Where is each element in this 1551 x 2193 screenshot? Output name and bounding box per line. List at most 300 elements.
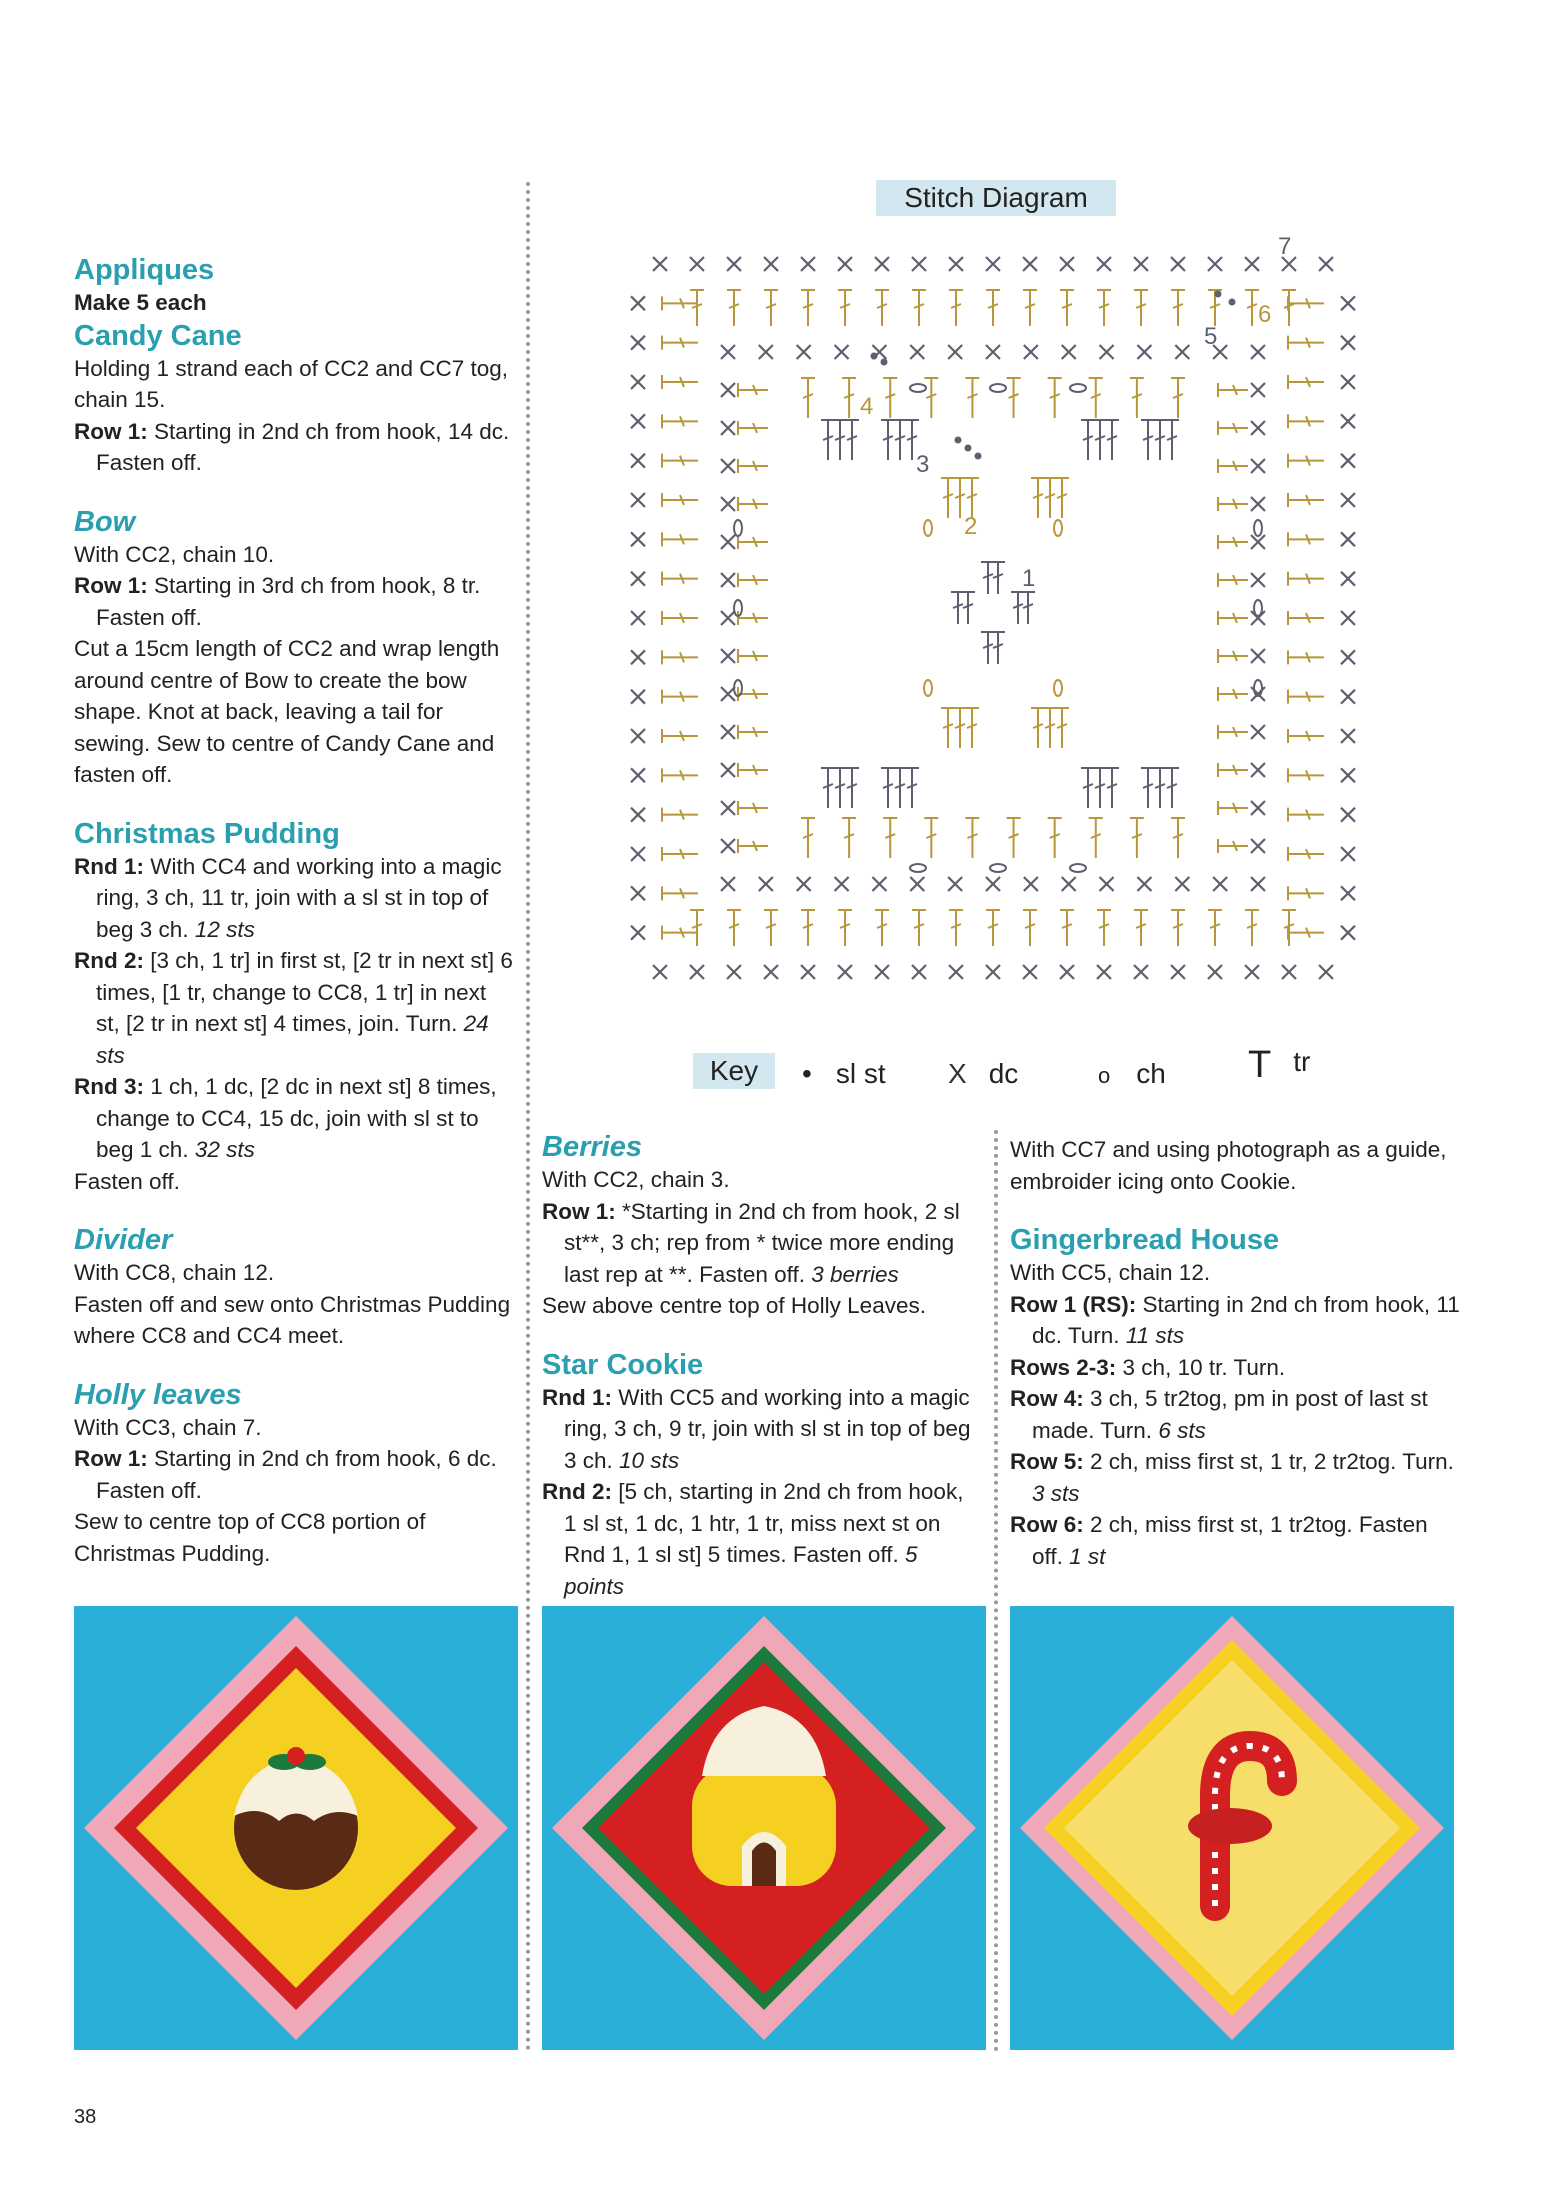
- tr-symbol: [662, 375, 698, 389]
- pudding-rnd3-label: Rnd 3:: [74, 1074, 144, 1099]
- berries-row1-label: Row 1:: [542, 1198, 616, 1224]
- stitch-diagram-symbols: [631, 257, 1355, 979]
- heading-christmas-pudding: Christmas Pudding: [74, 817, 340, 850]
- tr-symbol: [1130, 378, 1144, 418]
- dc-symbol: [1341, 493, 1355, 507]
- gingerbread-row4-label: Row 4:: [1010, 1386, 1084, 1411]
- dc-symbol: [838, 965, 852, 979]
- tr-symbol: [738, 573, 768, 587]
- dc-symbol: [721, 801, 735, 815]
- tr-symbol: [986, 290, 1000, 326]
- dc-symbol: [764, 257, 778, 271]
- dc-symbol: [1341, 296, 1355, 310]
- heading-divider: Divider: [74, 1224, 173, 1256]
- round-number-2: 2: [964, 513, 978, 540]
- dc-symbol: [653, 965, 667, 979]
- dc-symbol: [801, 257, 815, 271]
- tr-symbol: [881, 768, 895, 808]
- pudding-rnd1-count: 12 sts: [194, 916, 255, 942]
- ch-symbol: [924, 680, 932, 696]
- tr-symbol: [1288, 729, 1324, 743]
- tr-symbol: [1171, 290, 1185, 326]
- candy-cane-row1: [74, 416, 514, 479]
- tr-symbol: [941, 708, 955, 748]
- gingerbread-row5-text: 2 ch, miss first st, 1 tr, 2 tr2tog. Turn.: [1090, 1449, 1454, 1474]
- tr-symbol: [1218, 535, 1248, 549]
- tr-symbol: [727, 290, 741, 326]
- gingerbread-row6: [1010, 1509, 1460, 1572]
- dc-symbol: [1251, 839, 1265, 853]
- holly-line1: With CC3, chain 7.: [74, 1414, 262, 1440]
- tr-symbol: [1218, 839, 1248, 853]
- pudding-rnd1: [74, 851, 514, 946]
- ch-symbol: [1054, 680, 1062, 696]
- slst-symbol: [871, 353, 878, 360]
- gingerbread-row6-text: 2 ch, miss first st, 1 tr2tog. Fasten off.: [1032, 1512, 1428, 1569]
- berries-row1: [542, 1196, 982, 1291]
- tr-symbol: [1288, 493, 1324, 507]
- ch-symbol: [924, 520, 932, 536]
- tr-symbol: [1093, 768, 1107, 808]
- key-slst-name: sl st: [835, 1058, 886, 1089]
- tr-symbol: [1007, 378, 1021, 418]
- dc-symbol: [1251, 459, 1265, 473]
- tr-symbol: [738, 763, 768, 777]
- ch-symbol: [990, 384, 1006, 392]
- tr-symbol: [1089, 818, 1103, 858]
- dc-symbol: [1341, 847, 1355, 861]
- round-number-5: 5: [1204, 323, 1218, 350]
- tr-symbol: [838, 290, 852, 326]
- dc-symbol: [721, 687, 735, 701]
- dc-symbol: [631, 729, 645, 743]
- tr-symbol: [738, 649, 768, 663]
- dc-symbol: [631, 768, 645, 782]
- slst-symbol: [1215, 291, 1222, 298]
- key-dc-name: dc: [988, 1058, 1019, 1089]
- ch-symbol: [1070, 864, 1086, 872]
- tr-symbol: [1023, 290, 1037, 326]
- slst-symbol: [955, 437, 962, 444]
- tr-symbol: [690, 290, 704, 326]
- tr-symbol: [1288, 926, 1324, 940]
- tr-symbol: [986, 910, 1000, 946]
- tr-symbol: [845, 420, 859, 460]
- pudding-rnd2-text: [3 ch, 1 tr] in first st, [2 tr in next st] 6 times, [1 tr, change to CC8, 1 tr] in next st, [2 tr in next st] 4 times, join. Turn.: [96, 948, 513, 1036]
- dc-symbol: [631, 808, 645, 822]
- tr-symbol: [662, 454, 698, 468]
- bow-row1: [74, 570, 514, 633]
- tr-symbol: [821, 420, 835, 460]
- tr-symbol: [1089, 378, 1103, 418]
- pudding-rnd3: [74, 1071, 514, 1166]
- ch-symbol: [910, 384, 926, 392]
- dc-symbol: [1024, 345, 1038, 359]
- bow-line1: With CC2, chain 10.: [74, 541, 275, 567]
- tr-symbol: [941, 478, 955, 518]
- dc-symbol: [1341, 454, 1355, 468]
- tr-symbol: [833, 420, 847, 460]
- dc-symbol: [875, 965, 889, 979]
- dc-symbol: [835, 345, 849, 359]
- berries-row1-text: *Starting in 2nd ch from hook, 2 sl st**, 3 ch; rep from * twice more ending last rep at **. Fasten off.: [564, 1198, 960, 1287]
- tr-symbol: [1153, 768, 1167, 808]
- star-rnd1-count: 10 sts: [619, 1447, 680, 1473]
- tr-symbol: [1245, 290, 1259, 326]
- tr-symbol: [1218, 611, 1248, 625]
- dc-symbol: [1062, 345, 1076, 359]
- dc-symbol: [1100, 877, 1114, 891]
- bow-row1-label: Row 1:: [74, 573, 148, 598]
- dc-symbol: [631, 375, 645, 389]
- dc-symbol: [1251, 383, 1265, 397]
- dc-symbol: [912, 965, 926, 979]
- tr-symbol: [801, 910, 815, 946]
- tr-symbol: [1218, 573, 1248, 587]
- dc-symbol: [1341, 650, 1355, 664]
- dc-symbol: [1251, 421, 1265, 435]
- tr-symbol: [1134, 290, 1148, 326]
- dc-symbol: [690, 965, 704, 979]
- gingerbread-row1-text: Starting in 2nd ch from hook, 11 dc. Turn.: [1032, 1291, 1460, 1348]
- dc-symbol: [1171, 257, 1185, 271]
- dc-symbol: [1171, 965, 1185, 979]
- star-rnd1-label: Rnd 1:: [542, 1384, 612, 1410]
- tr-symbol: [1055, 708, 1069, 748]
- dc-symbol: [1341, 926, 1355, 940]
- dc-symbol: [631, 690, 645, 704]
- column-separator-left: [526, 182, 530, 2052]
- dc-symbol: [1319, 257, 1333, 271]
- tr-symbol: [842, 818, 856, 858]
- tr-symbol: [690, 910, 704, 946]
- star-rnd1: [542, 1382, 982, 1477]
- tr-symbol: [662, 572, 698, 586]
- gingerbread-row5: [1010, 1446, 1460, 1509]
- dc-symbol: [759, 345, 773, 359]
- dc-symbol: [631, 336, 645, 350]
- star-rnd1-text: With CC5 and working into a magic ring, 3 ch, 9 tr, join with sl st in top of beg 3 ch.: [564, 1384, 971, 1473]
- dc-symbol: [875, 257, 889, 271]
- ch-symbol: [1254, 520, 1262, 536]
- dc-symbol: [721, 763, 735, 777]
- dc-symbol: [631, 650, 645, 664]
- tr-symbol: [1288, 650, 1324, 664]
- dc-symbol: [797, 877, 811, 891]
- tr-symbol: [981, 632, 995, 664]
- dc-symbol: [721, 497, 735, 511]
- dc-symbol: [631, 886, 645, 900]
- tr-symbol: [1141, 768, 1155, 808]
- dc-symbol: [1175, 345, 1189, 359]
- tr-symbol: [1288, 808, 1324, 822]
- dc-symbol: [1341, 768, 1355, 782]
- tr-symbol: [1165, 420, 1179, 460]
- tr-symbol: [965, 818, 979, 858]
- tr-symbol: [961, 592, 975, 624]
- dc-symbol: [631, 611, 645, 625]
- tr-symbol: [1105, 420, 1119, 460]
- gingerbread-row4: [1010, 1383, 1460, 1446]
- dc-symbol: [1251, 535, 1265, 549]
- dc-symbol: [1251, 801, 1265, 815]
- dc-symbol: [1060, 257, 1074, 271]
- tr-symbol: [1288, 414, 1324, 428]
- ch-symbol: [1054, 520, 1062, 536]
- tr-symbol: [662, 847, 698, 861]
- heading-appliques: Appliques: [74, 254, 215, 286]
- gingerbread-row4-count: 6 sts: [1158, 1417, 1206, 1443]
- dc-symbol: [759, 877, 773, 891]
- dc-symbol: [1251, 497, 1265, 511]
- tr-symbol: [821, 768, 835, 808]
- tr-symbol: [965, 708, 979, 748]
- dc-symbol: [1341, 611, 1355, 625]
- heading-gingerbread-house: Gingerbread House: [1010, 1224, 1280, 1256]
- pudding-rnd3-count: 32 sts: [194, 1137, 255, 1162]
- tr-symbol: [738, 497, 768, 511]
- slst-symbol: [965, 445, 972, 452]
- tr-symbol: [738, 421, 768, 435]
- berries-row1-count: 3 berries: [811, 1261, 899, 1287]
- dc-symbol: [801, 965, 815, 979]
- star-rnd2-count: 5 points: [564, 1542, 918, 1599]
- stitch-diagram: [618, 228, 1368, 1008]
- dc-symbol: [1134, 965, 1148, 979]
- tr-symbol: [1093, 420, 1107, 460]
- tr-symbol: [1081, 768, 1095, 808]
- key-tr-name: tr: [1293, 1046, 1311, 1077]
- tr-symbol: [924, 818, 938, 858]
- pudding-rnd2: [74, 945, 514, 1071]
- dc-symbol: [1341, 729, 1355, 743]
- tr-symbol: [981, 562, 995, 594]
- tr-symbol: [801, 378, 815, 418]
- tr-symbol: [727, 910, 741, 946]
- dc-symbol: [1251, 573, 1265, 587]
- tr-symbol: [1055, 478, 1069, 518]
- tr-symbol: [1218, 459, 1248, 473]
- dc-symbol: [631, 454, 645, 468]
- dc-symbol: [721, 535, 735, 549]
- tr-symbol: [1288, 532, 1324, 546]
- tr-symbol: [738, 535, 768, 549]
- photo-christmas-pudding-square: [74, 1606, 518, 2050]
- dc-symbol: [1245, 257, 1259, 271]
- tr-symbol: [845, 768, 859, 808]
- left-column: [74, 253, 514, 1569]
- gingerbread-rows23-label: Rows 2-3:: [1010, 1354, 1117, 1380]
- key-tr-symbol: T: [1248, 1044, 1272, 1086]
- heading-candy-cane: Candy Cane: [74, 319, 242, 352]
- tr-symbol: [893, 420, 907, 460]
- tr-symbol: [1288, 296, 1324, 310]
- page-number: 38: [74, 2106, 97, 2128]
- tr-symbol: [1048, 818, 1062, 858]
- dc-symbol: [1341, 414, 1355, 428]
- dc-symbol: [631, 847, 645, 861]
- ch-symbol: [990, 864, 1006, 872]
- tr-symbol: [738, 383, 768, 397]
- icing-text: With CC7 and using photograph as a guide, embroider icing onto Cookie.: [1010, 1137, 1447, 1194]
- tr-symbol: [1023, 910, 1037, 946]
- dc-symbol: [721, 345, 735, 359]
- dc-symbol: [631, 414, 645, 428]
- tr-symbol: [965, 478, 979, 518]
- dc-symbol: [1341, 375, 1355, 389]
- dc-symbol: [653, 257, 667, 271]
- tr-symbol: [875, 910, 889, 946]
- dc-symbol: [721, 421, 735, 435]
- middle-column: [542, 1130, 982, 1602]
- tr-symbol: [1060, 290, 1074, 326]
- dc-symbol: [1208, 257, 1222, 271]
- dc-symbol: [1208, 965, 1222, 979]
- dc-symbol: [721, 383, 735, 397]
- dc-symbol: [949, 257, 963, 271]
- tr-symbol: [881, 420, 895, 460]
- dc-symbol: [1341, 886, 1355, 900]
- berries-line2: Sew above centre top of Holly Leaves.: [542, 1293, 926, 1318]
- tr-symbol: [1130, 818, 1144, 858]
- dc-symbol: [1023, 965, 1037, 979]
- tr-symbol: [1288, 886, 1324, 900]
- round-number-1: 1: [1022, 565, 1036, 592]
- photo-gingerbread-house-square: [542, 1606, 986, 2050]
- dc-symbol: [1251, 763, 1265, 777]
- dc-symbol: [986, 965, 1000, 979]
- dc-symbol: [949, 965, 963, 979]
- dc-symbol: [631, 926, 645, 940]
- ch-symbol: [1254, 600, 1262, 616]
- tr-symbol: [1021, 592, 1035, 624]
- dc-symbol: [631, 572, 645, 586]
- heading-berries: Berries: [542, 1131, 642, 1163]
- dc-symbol: [631, 532, 645, 546]
- tr-symbol: [1097, 290, 1111, 326]
- tr-symbol: [662, 414, 698, 428]
- gingerbread-row6-count: 1 st: [1069, 1543, 1106, 1569]
- tr-symbol: [662, 808, 698, 822]
- holly-row1: [74, 1443, 514, 1506]
- pudding-rnd3-text: 1 ch, 1 dc, [2 dc in next st] 8 times, change to CC4, 15 dc, join with sl st to beg 1 ch.: [96, 1074, 497, 1162]
- tr-symbol: [1134, 910, 1148, 946]
- gingerbread-row4-text: 3 ch, 5 tr2tog, pm in post of last st made. Turn.: [1032, 1386, 1428, 1443]
- dc-symbol: [721, 839, 735, 853]
- candy-cane-row1-label: Row 1:: [74, 418, 148, 444]
- dc-symbol: [1213, 877, 1227, 891]
- ch-symbol: [734, 520, 742, 536]
- dc-symbol: [948, 345, 962, 359]
- dc-symbol: [1245, 965, 1259, 979]
- tr-symbol: [662, 532, 698, 546]
- tr-symbol: [991, 562, 1005, 594]
- tr-symbol: [662, 611, 698, 625]
- dc-symbol: [1024, 877, 1038, 891]
- tr-symbol: [1288, 768, 1324, 782]
- tr-symbol: [1218, 421, 1248, 435]
- key-dc-symbol: X: [948, 1058, 967, 1089]
- tr-symbol: [1288, 336, 1324, 350]
- holly-row1-text: Starting in 2nd ch from hook, 6 dc. Fasten off.: [96, 1446, 497, 1503]
- tr-symbol: [662, 336, 698, 350]
- ch-symbol: [910, 864, 926, 872]
- slst-symbol: [975, 453, 982, 460]
- tr-symbol: [1097, 910, 1111, 946]
- tr-symbol: [662, 729, 698, 743]
- tr-symbol: [1171, 378, 1185, 418]
- tr-symbol: [1288, 454, 1324, 468]
- dc-symbol: [1097, 965, 1111, 979]
- dc-symbol: [690, 257, 704, 271]
- dc-symbol: [872, 877, 886, 891]
- dc-symbol: [1060, 965, 1074, 979]
- tr-symbol: [1043, 478, 1057, 518]
- star-rnd2: [542, 1476, 982, 1602]
- tr-symbol: [1218, 497, 1248, 511]
- tr-symbol: [662, 768, 698, 782]
- dc-symbol: [1100, 345, 1114, 359]
- round-number-7: 7: [1278, 233, 1292, 260]
- tr-symbol: [662, 650, 698, 664]
- dc-symbol: [727, 965, 741, 979]
- dc-symbol: [721, 725, 735, 739]
- dc-symbol: [1137, 345, 1151, 359]
- pudding-fasten: Fasten off.: [74, 1168, 180, 1194]
- heading-holly-leaves: Holly leaves: [74, 1378, 242, 1411]
- tr-symbol: [662, 886, 698, 900]
- tr-symbol: [883, 378, 897, 418]
- tr-symbol: [991, 632, 1005, 664]
- column-separator-right: [994, 1130, 998, 2052]
- tr-symbol: [1288, 375, 1324, 389]
- tr-symbol: [905, 768, 919, 808]
- dc-symbol: [1097, 257, 1111, 271]
- photo-candy-cane-square: [1010, 1606, 1454, 2050]
- tr-symbol: [662, 690, 698, 704]
- dc-symbol: [721, 459, 735, 473]
- dc-symbol: [1062, 877, 1076, 891]
- dc-symbol: [1134, 257, 1148, 271]
- dc-symbol: [1251, 611, 1265, 625]
- dc-symbol: [797, 345, 811, 359]
- dc-symbol: [912, 257, 926, 271]
- holly-row1-label: Row 1:: [74, 1446, 148, 1471]
- heading-star-cookie: Star Cookie: [542, 1348, 704, 1381]
- tr-symbol: [1141, 420, 1155, 460]
- tr-symbol: [1081, 420, 1095, 460]
- dc-symbol: [631, 296, 645, 310]
- gingerbread-row1-count: 11 sts: [1125, 1323, 1185, 1348]
- dc-symbol: [1341, 572, 1355, 586]
- make-each: Make 5 each: [74, 290, 207, 315]
- dc-symbol: [631, 493, 645, 507]
- stitch-diagram-title: Stitch Diagram: [876, 180, 1116, 216]
- tr-symbol: [1165, 768, 1179, 808]
- tr-symbol: [1218, 725, 1248, 739]
- tr-symbol: [893, 768, 907, 808]
- key-dc: [948, 1057, 1018, 1091]
- tr-symbol: [1043, 708, 1057, 748]
- tr-symbol: [1060, 910, 1074, 946]
- slst-symbol: [881, 359, 888, 366]
- dc-symbol: [721, 877, 735, 891]
- dc-symbol: [727, 257, 741, 271]
- tr-symbol: [951, 592, 965, 624]
- pudding-rnd2-label: Rnd 2:: [74, 948, 144, 973]
- gingerbread-row1: [1010, 1289, 1460, 1352]
- dc-symbol: [1341, 532, 1355, 546]
